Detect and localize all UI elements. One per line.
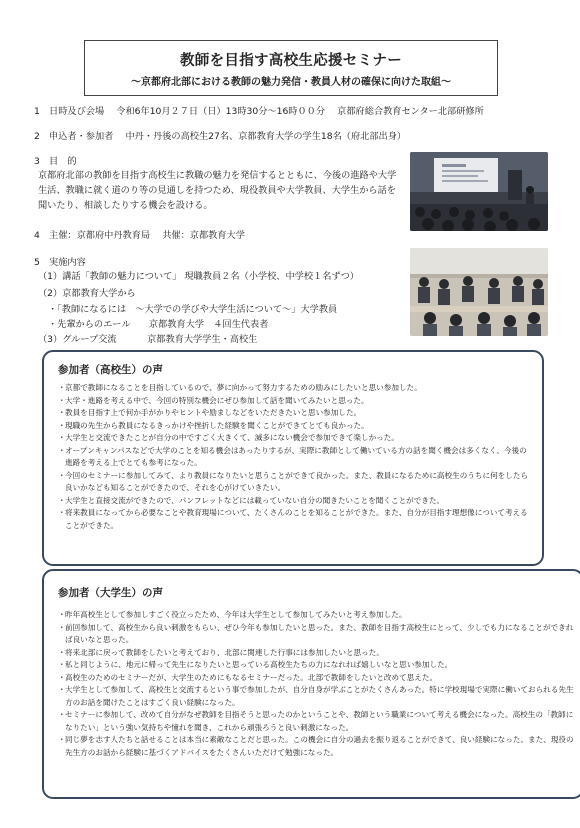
university-voices-title: 参加者（大学生）の声 (58, 587, 163, 599)
university-comment: ・ 前回参加して、高校生から良い刺激をもらい、ぜひ今年も参加したいと思った。また、教師を目指す高校生にとって、少しでも力になることができれば良いなと思った。 (58, 622, 574, 647)
section-5-item: （1）講話「教師の魅力について」 現職教員２名（小学校、中学校１名ずつ） (38, 271, 359, 282)
section-5-subitem: ・先輩からのエール 京都教育大学 ４回生代表者 (48, 319, 269, 330)
university-comment: ・ セミナーに参加して、改めて自分がなぜ教師を目指そうと思ったのかということや、教師という職業について考える機会になった。高校生の「教師になりたい」という強い気持ちや憧れを聞き、これから頑張ろうと良い刺激になった。 (58, 709, 574, 734)
university-comment: ・ 高校生のためのセミナーだが、大学生のためにもなるセミナーだった。北部で教師をしたいと改めて思えた。 (58, 672, 574, 685)
high-school-comment: ・ 京都で教師になることを目指しているので、夢に向かって努力するための励みにしたいと思い参加した。 (58, 382, 534, 395)
section-3-heading: 3 目 的 (34, 156, 77, 167)
high-school-voices-title: 参加者（高校生）の声 (58, 364, 163, 376)
section-3-body: 京都府北部の教師を目指す高校生に教職の魅力を発信するとともに、今後の進路や大学生活、教職に就く道のり等の見通しを持つため、現役教員や大学教員、大学生から話を聞いたり、相談したりする機会を設ける。 (38, 170, 397, 211)
section-4-organizer: 4 主催：京都府中丹教育局 共催：京都教育大学 (34, 230, 245, 241)
group-exchange-photo (410, 248, 548, 336)
high-school-comment: ・ 大学生と直接交流ができたので、パンフレットなどには載っていない自分の聞きたいことを聞くことができた。 (58, 495, 534, 508)
title-box (84, 40, 498, 96)
section-5-subitem: ・「教師になるには ～大学での学びや大学生活について～」大学教員 (48, 304, 338, 315)
university-comment: ・ 将来北部に戻って教師をしたいと考えており、北部に関連した行事には参加したいと思った。 (58, 647, 574, 660)
high-school-comment: ・ 現職の先生から教員になるきっかけや挫折した経験を聞くことができてとても良かった。 (58, 420, 534, 433)
section-5-item: （3）グループ交流 京都教育大学学生・高校生 (38, 334, 258, 345)
section-2-participants: 2 申込者・参加者 中丹・丹後の高校生27名、京都教育大学の学生18名（府北部出身） (34, 131, 407, 142)
high-school-voices-list (58, 382, 534, 532)
high-school-comment: ・ 将来教員になってから必要なことや教育現場について、たくさんのことを知ることができた。また、自分が目指す理想像について考えることができた。 (58, 507, 534, 532)
lecture-photo (410, 152, 548, 231)
university-comment: ・ 昨年高校生として参加しすごく役立ったため、今年は大学生として参加してみたいと考え参加した。 (58, 609, 574, 622)
section-5-heading: 5 実施内容 (34, 257, 86, 268)
university-comment: ・ 大学生として参加して、高校生と交流するという事で参加したが、自分自身が学ぶことがたくさんあった。特に学校現場で実際に働いておられる先生方のお話を聞けたことはすごく良い経験になった。 (58, 684, 574, 709)
high-school-comment: ・ 大学・進路を考える中で、今回の特別な機会にぜひ参加して話を聞いてみたいと思った。 (58, 395, 534, 408)
university-comment: ・ 同じ夢を志す人たちと話せることは本当に素敵なことだと思った。この機会に自分の過去を振り返ることができて、良い経験になった。また、現役の先生方のお話から経験に基づくアドバイスをたくさんいただけて勉強になった。 (58, 734, 574, 759)
high-school-comment: ・ 教員を目指す上で何か手がかりやヒントや励ましなどをいただきたいと思い参加した。 (58, 407, 534, 420)
page-title: 教師を目指す高校生応援セミナー (180, 53, 402, 69)
university-voices-list (58, 609, 574, 759)
university-voices-card (42, 569, 580, 799)
university-comment: ・ 私と同じように、地元に帰って先生になりたいと思っている高校生たちの力になれれば嬉しいなと思い参加した。 (58, 659, 574, 672)
high-school-comment: ・ 今回のセミナーに参加してみて、より教員になりたいと思うことができて良かった。また、教員になるために高校生のうちに何をしたら良いかなども知ることができたので、それを心がけていきたい。 (58, 470, 534, 495)
section-1-datetime-venue: 1 日時及び会場 令和6年10月２７日（日）13時30分～16時００分 京都府総合教育センター北部研修所 (34, 106, 484, 117)
section-5-item: （2）京都教育大学から (38, 288, 136, 299)
page-subtitle: ～京都府北部における教師の魅力発信・教員人材の確保に向けた取組～ (131, 77, 451, 88)
high-school-comment: ・ オープンキャンパスなどで大学のことを知る機会はあったりするが、実際に教師として働いている方の話を聞く機会は多くなく、今後の進路を考える上でとても参考になった。 (58, 445, 534, 470)
high-school-voices-card (42, 350, 544, 566)
high-school-comment: ・ 大学生と交流できたことが自分の中ですごく大きくて、滅多にない機会で参加できて楽しかった。 (58, 432, 534, 445)
